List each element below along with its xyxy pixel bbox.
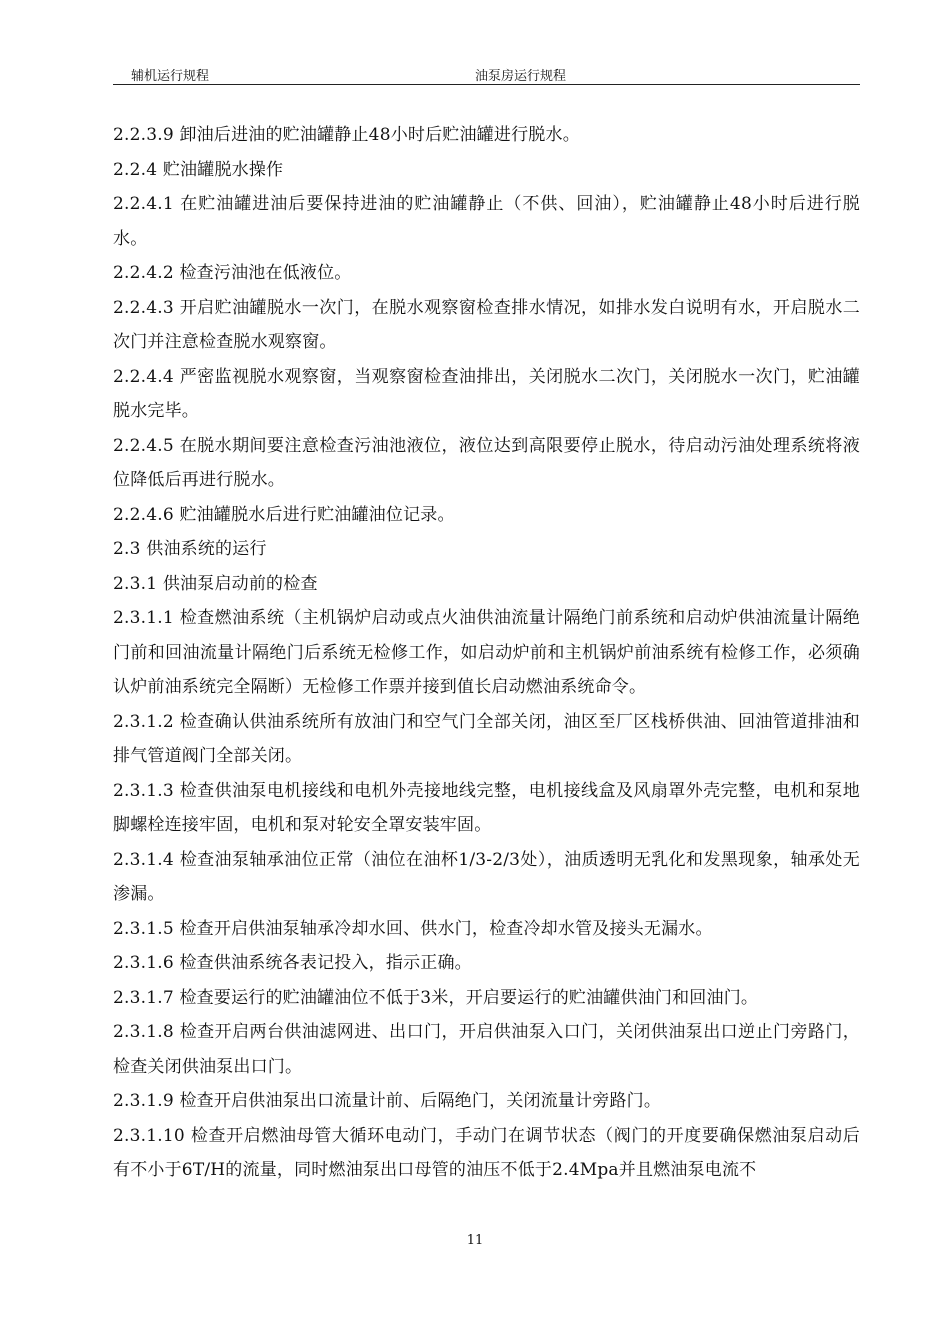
header-left-title: 辅机运行规程 (131, 69, 210, 84)
paragraph: 2.3.1.5 检查开启供油泵轴承冷却水回、供水门，检查冷却水管及接头无漏水。 (113, 918, 713, 939)
paragraph: 2.3.1.9 检查开启供油泵出口流量计前、后隔绝门，关闭流量计旁路门。 (113, 1091, 662, 1111)
page-header (113, 62, 860, 85)
section-heading: 2.3 供油系统的运行 (113, 539, 267, 559)
paragraph: 2.2.4.1 在贮油罐进油后要保持进油的贮油罐静止（不供、回油），贮油罐静止48小时后进行脱水。 (113, 194, 860, 249)
document-body (113, 118, 860, 1188)
paragraph: 2.2.4.6 贮油罐脱水后进行贮油罐油位记录。 (113, 504, 455, 525)
paragraph: 2.3.1.7 检查要运行的贮油罐油位不低于3米，开启要运行的贮油罐供油门和回油门。 (113, 987, 759, 1008)
section-heading: 2.2.4 贮油罐脱水操作 (113, 159, 284, 180)
paragraph: 2.3.1.10 检查开启燃油母管大循环电动门，手动门在调节状态（阀门的开度要确保燃油泵启动后有不小于6T/H的流量，同时燃油泵出口母管的油压不低于2.4Mpa并且燃油泵电流不 (113, 1125, 860, 1180)
paragraph: 2.3.1.4 检查油泵轴承油位正常（油位在油杯1/3-2/3处），油质透明无乳化和发黑现象，轴承处无渗漏。 (113, 849, 860, 904)
paragraph: 2.2.4.4 严密监视脱水观察窗，当观察窗检查油排出，关闭脱水二次门，关闭脱水一次门，贮油罐脱水完毕。 (113, 366, 860, 421)
header-center-title: 油泵房运行规程 (475, 69, 567, 84)
paragraph: 2.3.1.2 检查确认供油系统所有放油门和空气门全部关闭，油区至厂区栈桥供油、回油管道排油和排气管道阀门全部关闭。 (113, 711, 860, 766)
paragraph: 2.3.1.1 检查燃油系统（主机锅炉启动或点火油供油流量计隔绝门前系统和启动炉供油流量计隔绝门前和回油流量计隔绝门后系统无检修工作，如启动炉前和主机锅炉前油系统有检修工作，必须确认炉前油系统完全隔断）无检修工作票并接到值长启动燃油系统命令。 (113, 608, 860, 697)
paragraph: 2.3.1.6 检查供油系统各表记投入，指示正确。 (113, 953, 472, 973)
paragraph: 2.2.4.5 在脱水期间要注意检查污油池液位，液位达到高限要停止脱水，待启动污油处理系统将液位降低后再进行脱水。 (113, 435, 860, 490)
paragraph: 2.3.1.3 检查供油泵电机接线和电机外壳接地线完整，电机接线盒及风扇罩外壳完整，电机和泵地脚螺栓连接牢固，电机和泵对轮安全罩安装牢固。 (113, 780, 860, 835)
paragraph: 2.2.4.2 检查污油池在低液位。 (113, 263, 352, 283)
paragraph: 2.3.1.8 检查开启两台供油滤网进、出口门，开启供油泵入口门，关闭供油泵出口逆止门旁路门，检查关闭供油泵出口门。 (113, 1022, 860, 1077)
paragraph: 2.2.4.3 开启贮油罐脱水一次门，在脱水观察窗检查排水情况，如排水发白说明有水，开启脱水二次门并注意检查脱水观察窗。 (113, 297, 860, 352)
page-number: 11 (466, 1233, 484, 1248)
paragraph: 2.2.3.9 卸油后进油的贮油罐静止48小时后贮油罐进行脱水。 (113, 125, 580, 145)
section-heading: 2.3.1 供油泵启动前的检查 (113, 573, 318, 594)
